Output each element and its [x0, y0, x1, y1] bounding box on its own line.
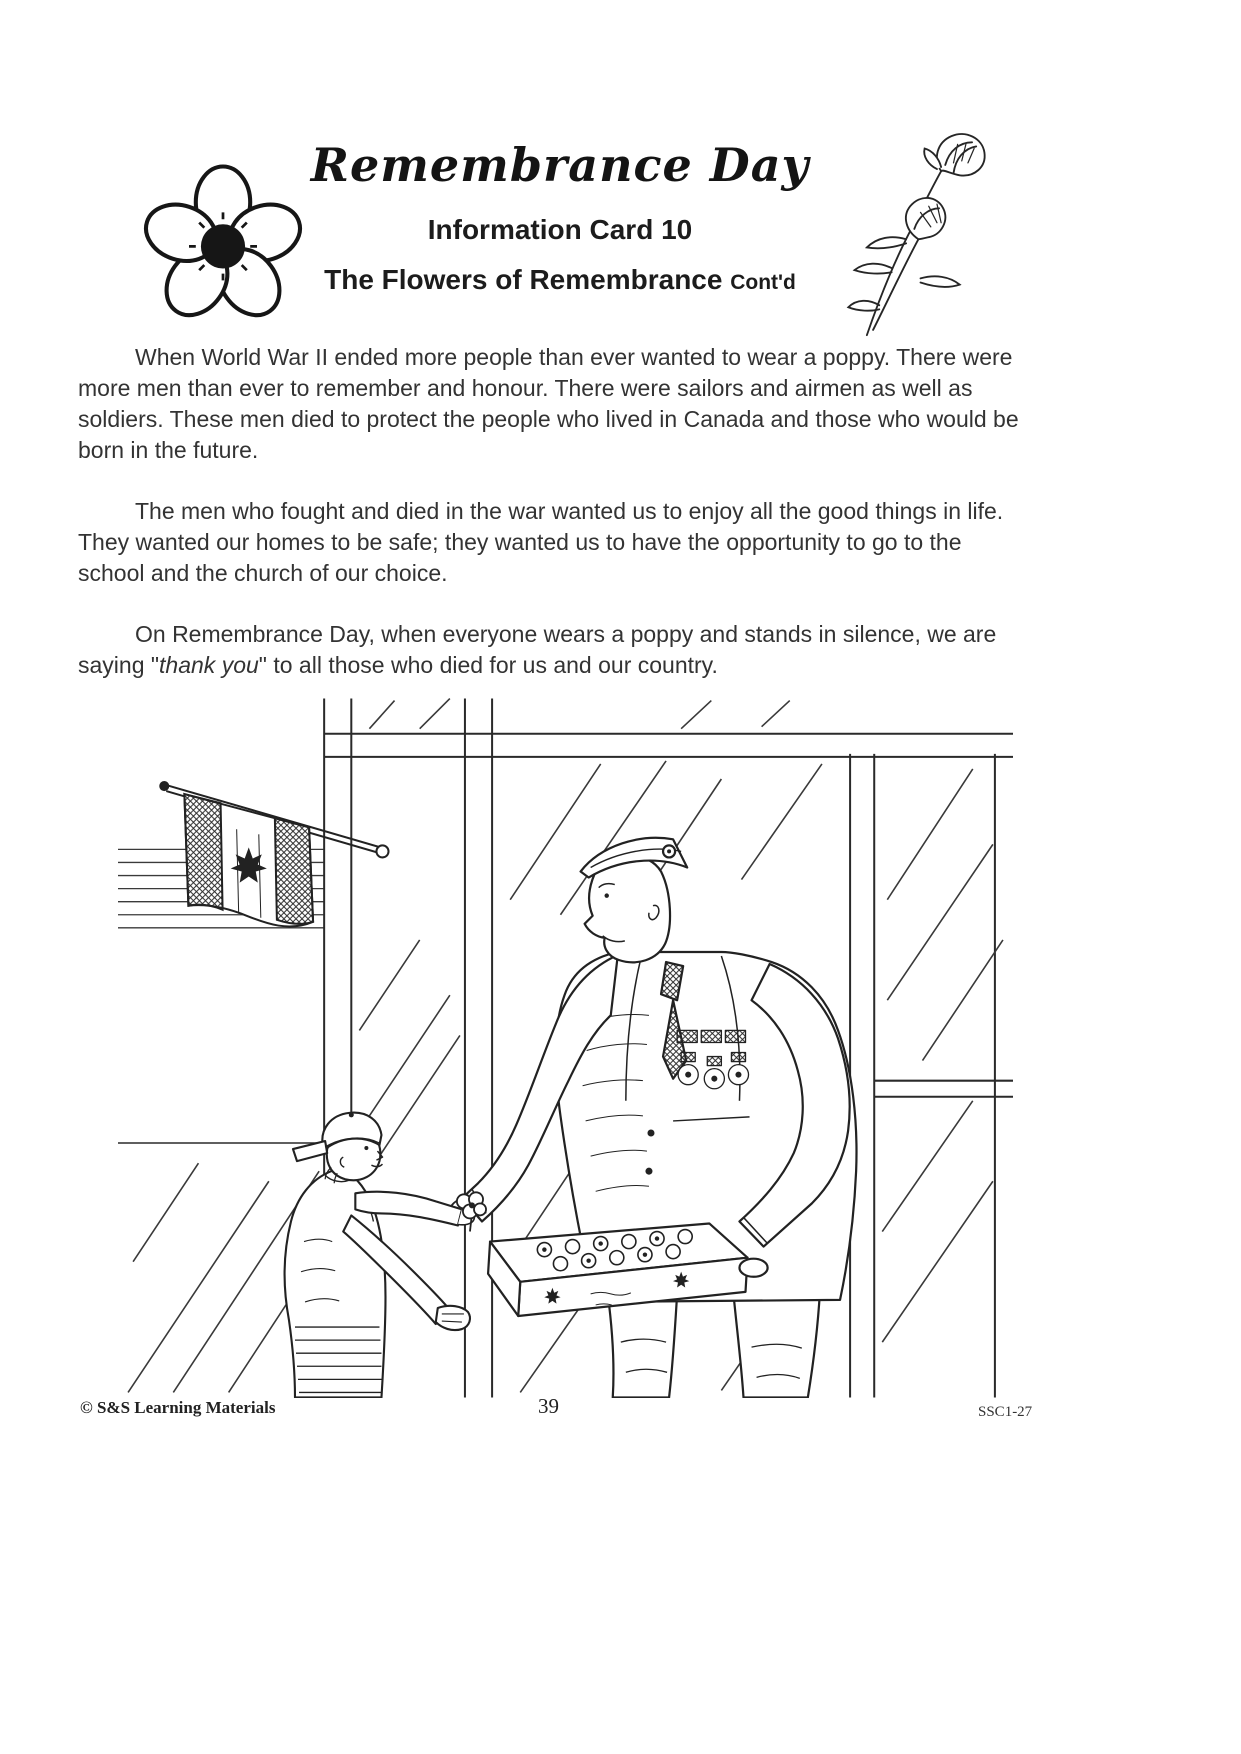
section-title-suffix: Cont'd	[730, 271, 796, 294]
card-label: Information Card 10	[427, 214, 693, 245]
paragraph-2: The men who fought and died in the war wanted us to enjoy all the good things in life. They wanted our homes to be safe; they wanted us to have the opportunity to go to the school and the church of our choice.	[78, 498, 1004, 586]
paragraph-3	[78, 619, 1026, 681]
page-title: Remembrance Day	[310, 138, 810, 192]
page-number: 39	[538, 1394, 559, 1418]
veteran-offering-poppy-illustration	[118, 698, 1013, 1398]
paragraph-3-pre: On Remembrance Day, when everyone wears a poppy and stands in silence, we are saying "	[78, 621, 997, 678]
paragraph-3-emphasis: thank you	[159, 652, 259, 678]
document-code: SSC1-27	[978, 1404, 1033, 1420]
copyright-notice: © S&S Learning Materials	[80, 1398, 276, 1417]
paragraph-1: When World War II ended more people than ever wanted to wear a poppy. There were more men than ever to remember and honour. There were sailors and airmen as well as soldiers. These men died to protect the people who lived in Canada and those who would be born in the future.	[78, 344, 1019, 463]
poppy-sprig-icon	[838, 122, 1003, 342]
section-title-text: The Flowers of Remembrance	[324, 264, 723, 295]
poppy-flower-icon	[138, 158, 308, 328]
paragraph-3-post: " to all those who died for us and our country.	[258, 652, 718, 678]
body-text	[78, 342, 1026, 711]
section-title	[260, 264, 860, 296]
